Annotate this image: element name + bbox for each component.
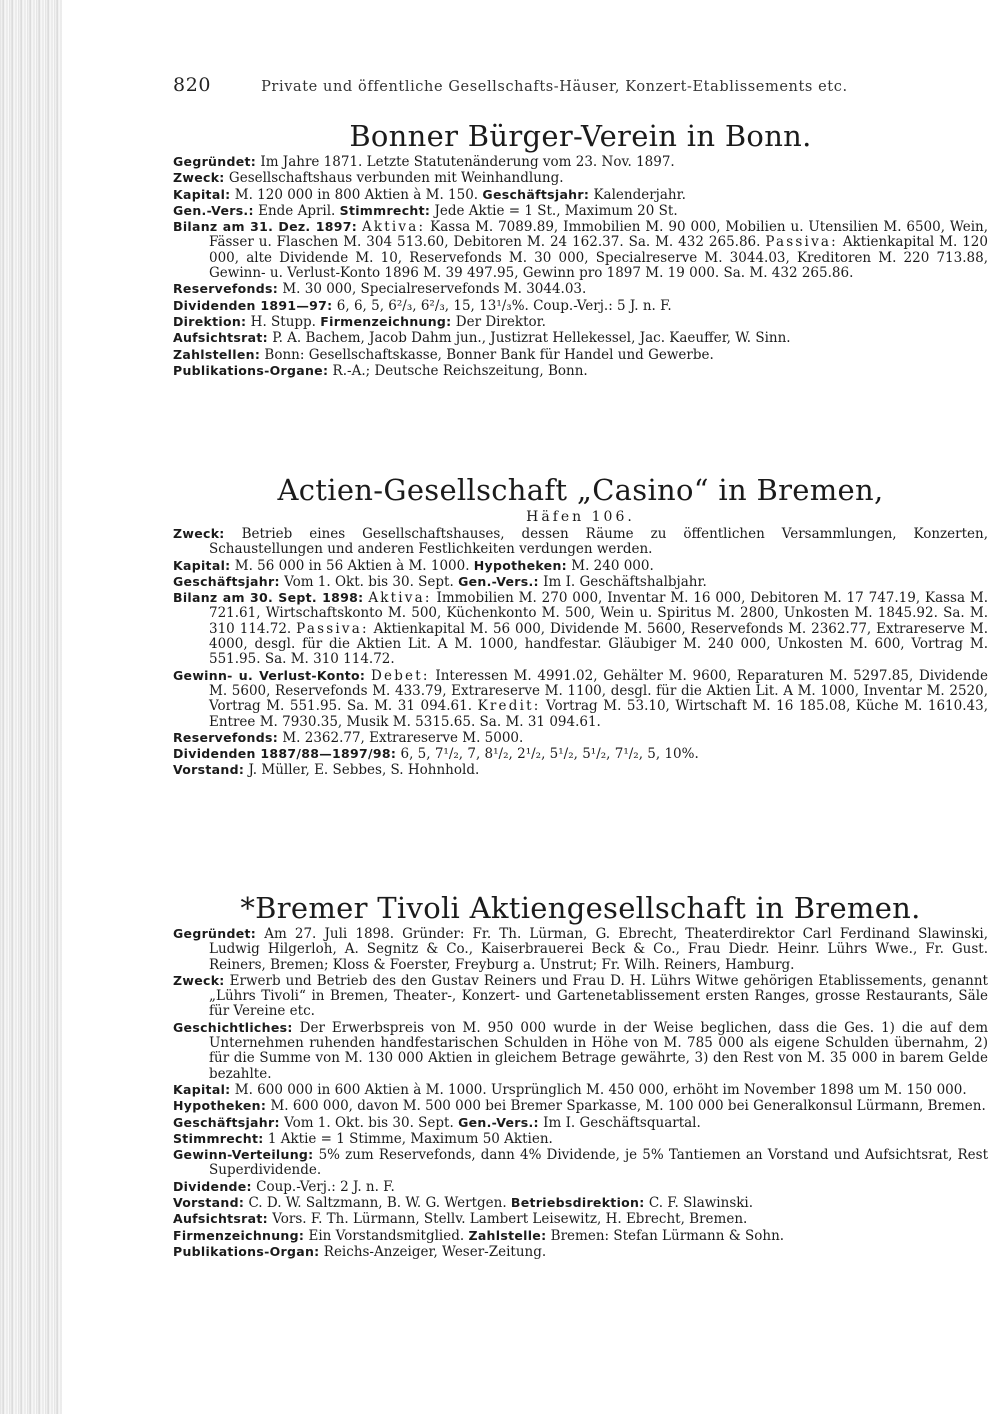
- entry-bilanz: [173, 590, 988, 667]
- entry-key: Vorstand:: [173, 762, 245, 778]
- entry-key: Publikations-Organ:: [173, 1243, 320, 1259]
- entry-key: Reservefonds:: [173, 729, 279, 745]
- entry-value: Erwerb und Betrieb des den Gustav Reiners und Frau D. H. Lührs Witwe gehörigen Etablissements, genannt „Lührs Tivoli“ in Bremen, Theater-, Konzert- und Gartenetablissement ersten Ranges, grosse Restaurants, Säle für Vereine etc.: [209, 972, 988, 1020]
- entry-value: Bonn: Gesellschaftskasse, Bonner Bank für Handel und Gewerbe.: [264, 346, 714, 363]
- entry-publikations-organ: [173, 1244, 988, 1260]
- entry-value: 1 Aktie = 1 Stimme, Maximum 50 Aktien.: [267, 1130, 553, 1147]
- entry-vorstand: [173, 762, 988, 778]
- entry-key: Zahlstelle:: [468, 1227, 547, 1243]
- entry-vorstand: [173, 1195, 988, 1211]
- entry-value: Der Direktor.: [455, 313, 546, 330]
- entry-key: Direktion:: [173, 313, 247, 329]
- entry-zahlstellen: [173, 347, 988, 363]
- entry-gegruendet: [173, 926, 988, 973]
- entry-value: Coup.-Verj.: 2 J. n. F.: [256, 1178, 395, 1195]
- entry-key: Kapital:: [173, 186, 231, 202]
- entry-value: Ein Vorstandsmitglied.: [308, 1227, 465, 1244]
- kredit-label: Kredit:: [477, 698, 541, 715]
- entry-key: Hypotheken:: [173, 1098, 267, 1114]
- entry-value: Betrieb eines Gesellschaftshauses, dessen Räume zu öffentlichen Versammlungen, Konzerten, Schaustellungen und anderen Festlichkeiten verdungen werden.: [209, 526, 988, 558]
- entry-value: C. F. Slawinski.: [648, 1195, 754, 1212]
- entry-geschaeftsjahr: [173, 574, 988, 590]
- entry-value: R.-A.; Deutsche Reichszeitung, Bonn.: [332, 362, 588, 379]
- entry-value: H. Stupp.: [250, 313, 316, 330]
- entry-key: Stimmrecht:: [173, 1130, 264, 1146]
- entry-value: Aktienkapital M. 56 000, Dividende M. 5600, Reservefonds M. 2362.77, Extrareserve M. 4000, desgl. für die Aktien Lit. A M. 1000, handfestar. Gläubiger M. 240 000, Unkosten M. 600, Vortrag M. 551.95. Sa. M. 310 114.72.: [209, 620, 989, 668]
- entry-key: Geschäftsjahr:: [173, 1114, 280, 1130]
- entry-reservefonds: [173, 730, 988, 746]
- entry-key: Stimmrecht:: [339, 202, 431, 218]
- entry-value: Im Jahre 1871. Letzte Statutenänderung vom 23. Nov. 1897.: [260, 154, 675, 170]
- entry-key: Dividende:: [173, 1178, 252, 1194]
- passiva-label: Passiva:: [296, 620, 369, 637]
- entry-gewinn-verteilung: [173, 1147, 988, 1179]
- entry-key: Gegründet:: [173, 154, 257, 169]
- section-bonner-buerger-verein: [173, 118, 988, 379]
- entry-value: Bremen: Stefan Lürmann & Sohn.: [550, 1227, 785, 1244]
- entry-gen-vers: [173, 203, 988, 219]
- entry-key: Zweck:: [173, 972, 225, 988]
- entry-key: Vorstand:: [173, 1195, 245, 1211]
- entry-value: Am 27. Juli 1898. Gründer: Fr. Th. Lürman, G. Ebrecht, Theaterdirektor Carl Ferdinand Slawinski, Ludwig Hilgerloh, A. Segnitz & Co., Kaiserbrauerei Beck & Co., Frau Diedr. Heinr. Lührs Wwe., Fr. Gust. Reiners, Bremen; Kloss & Foerster, Freyburg a. Unstrut; Fr. Wilh. Reiners, Hamburg.: [209, 926, 988, 973]
- running-title: Private und öffentliche Gesellschafts-Häuser, Konzert-Etablissements etc.: [261, 79, 848, 95]
- entry-zweck: [173, 973, 988, 1020]
- entry-geschichtliches: [173, 1020, 988, 1082]
- entry-value: Aktienkapital M. 120 000, alte Dividende M. 10, Reservefonds M. 30 000, Specialreserve M. 3044.03, Kreditoren M. 220 713.88, Gewinn- u. Verlust-Konto 1896 M. 39 497.95, Gewinn pro 1897 M. 19 000. Sa. M. 432 265.86.: [209, 234, 988, 282]
- entry-key: Gen.-Vers.:: [173, 202, 254, 218]
- entry-key: Gewinn-Verteilung:: [173, 1147, 314, 1163]
- entry-key: Geschäftsjahr:: [482, 186, 590, 202]
- entry-key: Gewinn- u. Verlust-Konto:: [173, 667, 366, 683]
- section-title: *Bremer Tivoli Aktiengesellschaft in Bremen.: [240, 891, 921, 925]
- entry-gewinn-verlust-konto: [173, 668, 988, 730]
- entry-key: Betriebsdirektion:: [510, 1195, 645, 1211]
- entry-value: P. A. Bachem, Jacob Dahm jun., Justizrat Hellekessel, Jac. Kaeuffer, W. Sinn.: [272, 330, 791, 347]
- page: [173, 74, 989, 1260]
- entry-publikations-organe: [173, 363, 988, 379]
- aktiva-label: Aktiva:: [361, 219, 426, 236]
- entry-key: Geschichtliches:: [173, 1019, 293, 1035]
- entry-value: Im I. Geschäftsquartal.: [543, 1114, 701, 1131]
- entry-value: Vom 1. Okt. bis 30. Sept.: [284, 573, 454, 590]
- entry-value: Vors. F. Th. Lürmann, Stellv. Lambert Leisewitz, H. Ebrecht, Bremen.: [272, 1211, 748, 1228]
- book-binding-edge: [0, 0, 62, 1414]
- passiva-label: Passiva:: [765, 234, 838, 251]
- entry-gegruendet: [173, 154, 988, 170]
- entry-value: Vortrag M. 53.10, Wirtschaft M. 16 185.08, Küche M. 1610.43, Entree M. 7930.35, Musik M. 5315.65. Sa. M. 31 094.61.: [209, 698, 988, 730]
- debet-label: Debet:: [371, 667, 430, 684]
- entry-key: Aufsichtsrat:: [173, 1211, 268, 1227]
- entry-value: Der Erwerbspreis von M. 950 000 wurde in der Weise beglichen, dass die Ges. 1) die auf dem Unternehmen ruhenden handfestarischen Schulden in Höhe von M. 785 000 als eigene Schulden übernahm, 2) für die Summe von M. 130 000 Aktien in gleichem Betrage gewährte, 3) den Rest von M. 35 000 in barem Gelde bezahlte.: [209, 1019, 989, 1082]
- entry-hypotheken: [173, 1098, 988, 1114]
- entry-aufsichtsrat: [173, 330, 988, 346]
- entry-value: Im I. Geschäftshalbjahr.: [543, 573, 707, 590]
- entry-value: M. 600 000, davon M. 500 000 bei Bremer Sparkasse, M. 100 000 bei Generalkonsul Lürmann, Bremen.: [270, 1098, 986, 1115]
- entry-value: J. Müller, E. Sebbes, S. Hohnhold.: [248, 762, 480, 779]
- entry-key: Bilanz am 31. Dez. 1897:: [173, 219, 358, 235]
- entry-key: Zahlstellen:: [173, 346, 261, 362]
- entry-key: Gen.-Vers.:: [458, 573, 539, 589]
- entry-value: Jede Aktie = 1 St., Maximum 20 St.: [434, 202, 678, 219]
- entry-value: M. 30 000, Specialreservefonds M. 3044.03.: [282, 281, 587, 298]
- entry-key: Reservefonds:: [173, 281, 279, 297]
- entry-value: Vom 1. Okt. bis 30. Sept.: [284, 1114, 454, 1131]
- entry-value: Gesellschaftshaus verbunden mit Weinhandlung.: [228, 170, 564, 187]
- entry-key: Kapital:: [173, 1081, 231, 1097]
- entry-value: M. 56 000 in 56 Aktien à M. 1000.: [234, 557, 470, 574]
- entry-key: Zweck:: [173, 526, 225, 541]
- entry-dividenden: [173, 746, 988, 762]
- entry-zweck: [173, 526, 988, 558]
- entry-stimmrecht: [173, 1131, 988, 1147]
- entry-geschaeftsjahr: [173, 1115, 988, 1131]
- entry-value: M. 2362.77, Extrareserve M. 5000.: [282, 729, 524, 746]
- entry-reservefonds: [173, 281, 988, 297]
- entry-value: M. 120 000 in 800 Aktien à M. 150.: [234, 186, 479, 203]
- entry-value: Reichs-Anzeiger, Weser-Zeitung.: [323, 1243, 547, 1260]
- entry-value: Immobilien M. 270 000, Inventar M. 16 000, Debitoren M. 17 747.19, Kassa M. 721.61, Wirtschaftskonto M. 500, Küchenkonto M. 500, Wein u. Spiritus M. 2800, Unkosten M. 1845.92. Sa. M. 310 114.72.: [209, 590, 989, 637]
- entry-bilanz: [173, 219, 988, 281]
- entry-key: Hypotheken:: [473, 557, 567, 573]
- running-header: [173, 74, 988, 104]
- entry-key: Aufsichtsrat:: [173, 330, 268, 346]
- section-casino-bremen: [173, 472, 988, 779]
- entry-key: Gen.-Vers.:: [458, 1114, 539, 1130]
- entry-value: Kalenderjahr.: [593, 186, 686, 203]
- entry-value: M. 240 000.: [571, 557, 654, 574]
- entry-aufsichtsrat: [173, 1211, 988, 1227]
- entry-kapital: [173, 187, 988, 203]
- entry-kapital: [173, 558, 988, 574]
- entry-value: M. 600 000 in 600 Aktien à M. 1000. Ursprünglich M. 450 000, erhöht im November 1898 um M. 150 000.: [234, 1081, 967, 1098]
- entry-direktion: [173, 314, 988, 330]
- entry-key: Dividenden 1887/88—1897/98:: [173, 746, 397, 762]
- entry-zweck: [173, 170, 988, 186]
- section-title: Actien-Gesellschaft „Casino“ in Bremen,: [277, 473, 884, 507]
- entry-key: Geschäftsjahr:: [173, 573, 280, 589]
- entry-firmenzeichnung: [173, 1228, 988, 1244]
- entry-value: 5% zum Reservefonds, dann 4% Dividende, je 5% Tantiemen an Vorstand und Aufsichtsrat, Rest Superdividende.: [209, 1147, 988, 1179]
- section-title: Bonner Bürger-Verein in Bonn.: [349, 119, 812, 153]
- entry-key: Kapital:: [173, 557, 231, 573]
- entry-key: Gegründet:: [173, 926, 257, 941]
- entry-value: 6, 6, 5, 6²/₃, 6²/₃, 15, 13¹/₃%. Coup.-Verj.: 5 J. n. F.: [336, 297, 672, 314]
- page-number: 820: [173, 74, 212, 96]
- entry-key: Zweck:: [173, 170, 225, 186]
- entry-value: Ende April.: [258, 202, 336, 219]
- entry-value: Interessen M. 4991.02, Gehälter M. 9600, Reparaturen M. 5297.85, Dividende M. 5600, Reservefonds M. 433.79, Extrareserve M. 1100, desgl. für die Aktien Lit. A M. 1000, Inventar M. 2520, Vortrag M. 551.95. Sa. M. 31 094.61.: [209, 667, 989, 715]
- entry-dividende: [173, 1179, 988, 1195]
- entry-key: Dividenden 1891—97:: [173, 297, 333, 313]
- entry-kapital: [173, 1082, 988, 1098]
- entry-value: Kassa M. 7089.89, Immobilien M. 90 000, Mobilien u. Utensilien M. 6500, Wein, Fässer u. Flaschen M. 304 513.60, Debitoren M. 24 162.37. Sa. M. 432 265.86.: [209, 219, 988, 251]
- entry-value: C. D. W. Saltzmann, B. W. G. Wertgen.: [248, 1195, 507, 1212]
- entry-value: 6, 5, 7¹/₂, 7, 8¹/₂, 2¹/₂, 5¹/₂, 5¹/₂, 7¹/₂, 5, 10%.: [400, 746, 699, 763]
- aktiva-label: Aktiva:: [368, 590, 432, 607]
- entry-key: Bilanz am 30. Sept. 1898:: [173, 590, 364, 606]
- entry-key: Firmenzeichnung:: [173, 1227, 305, 1243]
- entry-key: Publikations-Organe:: [173, 362, 329, 378]
- section-subtitle: Häfen 106.: [526, 509, 635, 525]
- section-bremer-tivoli: [173, 890, 988, 1260]
- entry-key: Firmenzeichnung:: [320, 313, 452, 329]
- entry-dividenden: [173, 298, 988, 314]
